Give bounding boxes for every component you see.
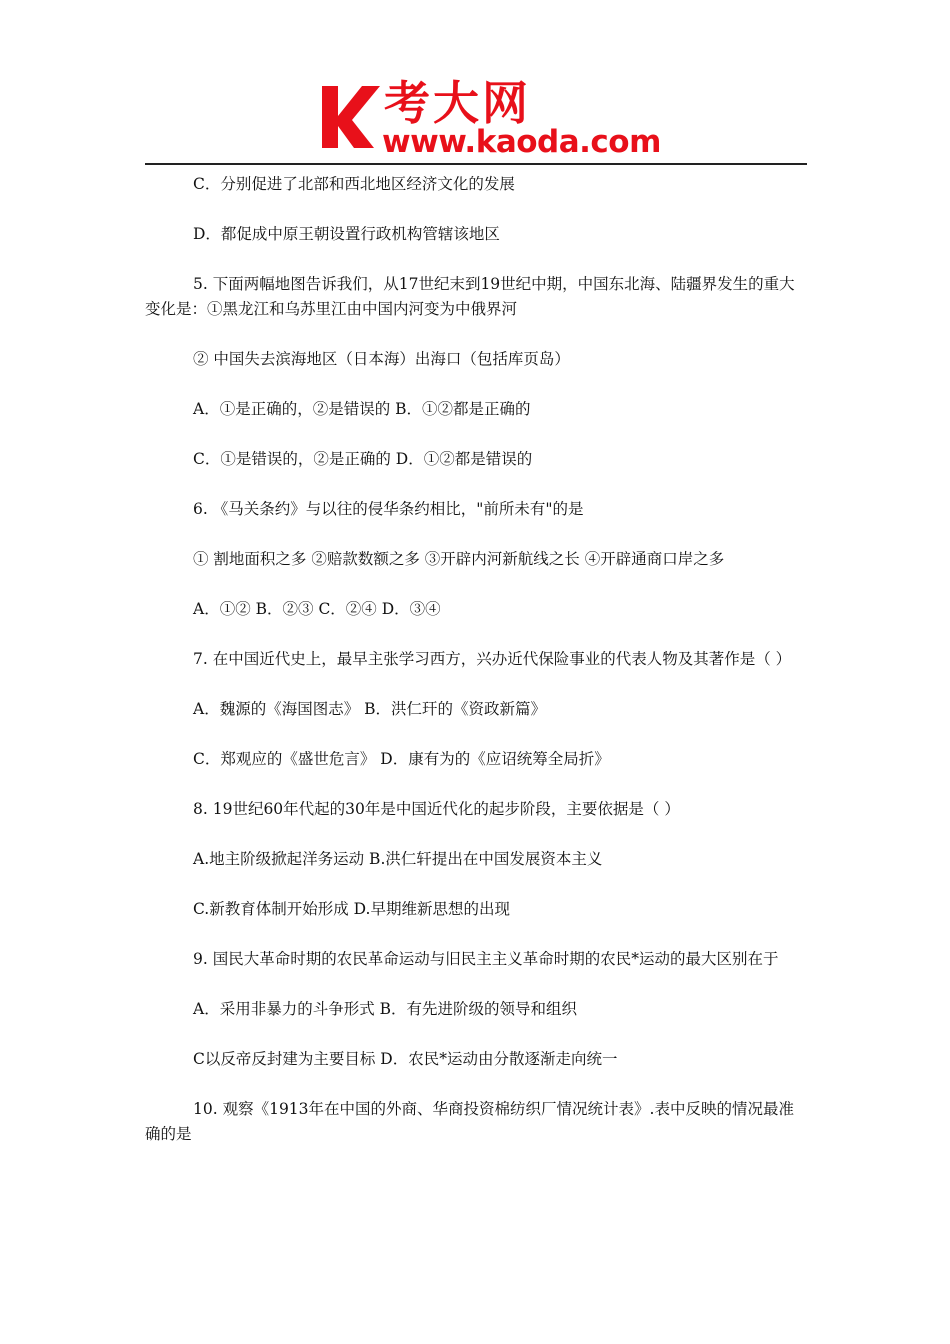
paragraph: C.新教育体制开始形成 D.早期维新思想的出现 xyxy=(193,900,510,918)
logo-title: 考大网 xyxy=(384,76,531,130)
paragraph: 9. 国民大革命时期的农民革命运动与旧民主主义革命时期的农民*运动的最大区别在于 xyxy=(193,950,779,968)
paragraph: A．魏源的《海国图志》 B．洪仁玕的《资政新篇》 xyxy=(193,700,547,718)
paragraph: 6. 《马关条约》与以往的侵华条约相比，"前所未有"的是 xyxy=(193,500,584,518)
paragraph: D．都促成中原王朝设置行政机构管辖该地区 xyxy=(193,225,500,243)
paragraph: 8. 19世纪60年代起的30年是中国近代化的起步阶段，主要依据是（ ） xyxy=(193,800,680,818)
paragraph: C．分别促进了北部和西北地区经济文化的发展 xyxy=(193,175,515,193)
paragraph: C．郑观应的《盛世危言》 D．康有为的《应诏统筹全局折》 xyxy=(193,750,610,768)
logo-url: www.kaoda.com xyxy=(382,124,661,160)
paragraph: C．①是错误的，②是正确的 D．①②都是错误的 xyxy=(193,450,533,468)
header-divider xyxy=(145,163,807,165)
paragraph: A．①是正确的，②是错误的 B．①②都是正确的 xyxy=(193,400,531,418)
paragraph: 5. 下面两幅地图告诉我们，从17世纪末到19世纪中期，中国东北海、陆疆界发生的重大变化是：①黑龙江和乌苏里江由中国内河变为中俄界河 xyxy=(145,275,795,318)
page-header xyxy=(0,0,950,170)
paragraph: A．①② B．②③ C．②④ D．③④ xyxy=(193,600,441,618)
document-body xyxy=(145,172,807,1172)
paragraph: A.地主阶级掀起洋务运动 B.洪仁轩提出在中国发展资本主义 xyxy=(193,850,603,868)
paragraph: 7. 在中国近代史上，最早主张学习西方，兴办近代保险事业的代表人物及其著作是（ ） xyxy=(193,650,792,668)
paragraph: 10. 观察《1913年在中国的外商、华商投资棉纺织厂情况统计表》.表中反映的情况最准确的是 xyxy=(145,1100,794,1143)
k-logo-icon xyxy=(316,82,382,152)
paragraph: A．采用非暴力的斗争形式 B．有先进阶级的领导和组织 xyxy=(193,1000,578,1018)
paragraph: ② 中国失去滨海地区（日本海）出海口（包括库页岛） xyxy=(193,350,570,368)
paragraph: C以反帝反封建为主要目标 D．农民*运动由分散逐渐走向统一 xyxy=(193,1050,618,1068)
paragraph: ① 割地面积之多 ②赔款数额之多 ③开辟内河新航线之长 ④开辟通商口岸之多 xyxy=(193,550,725,568)
